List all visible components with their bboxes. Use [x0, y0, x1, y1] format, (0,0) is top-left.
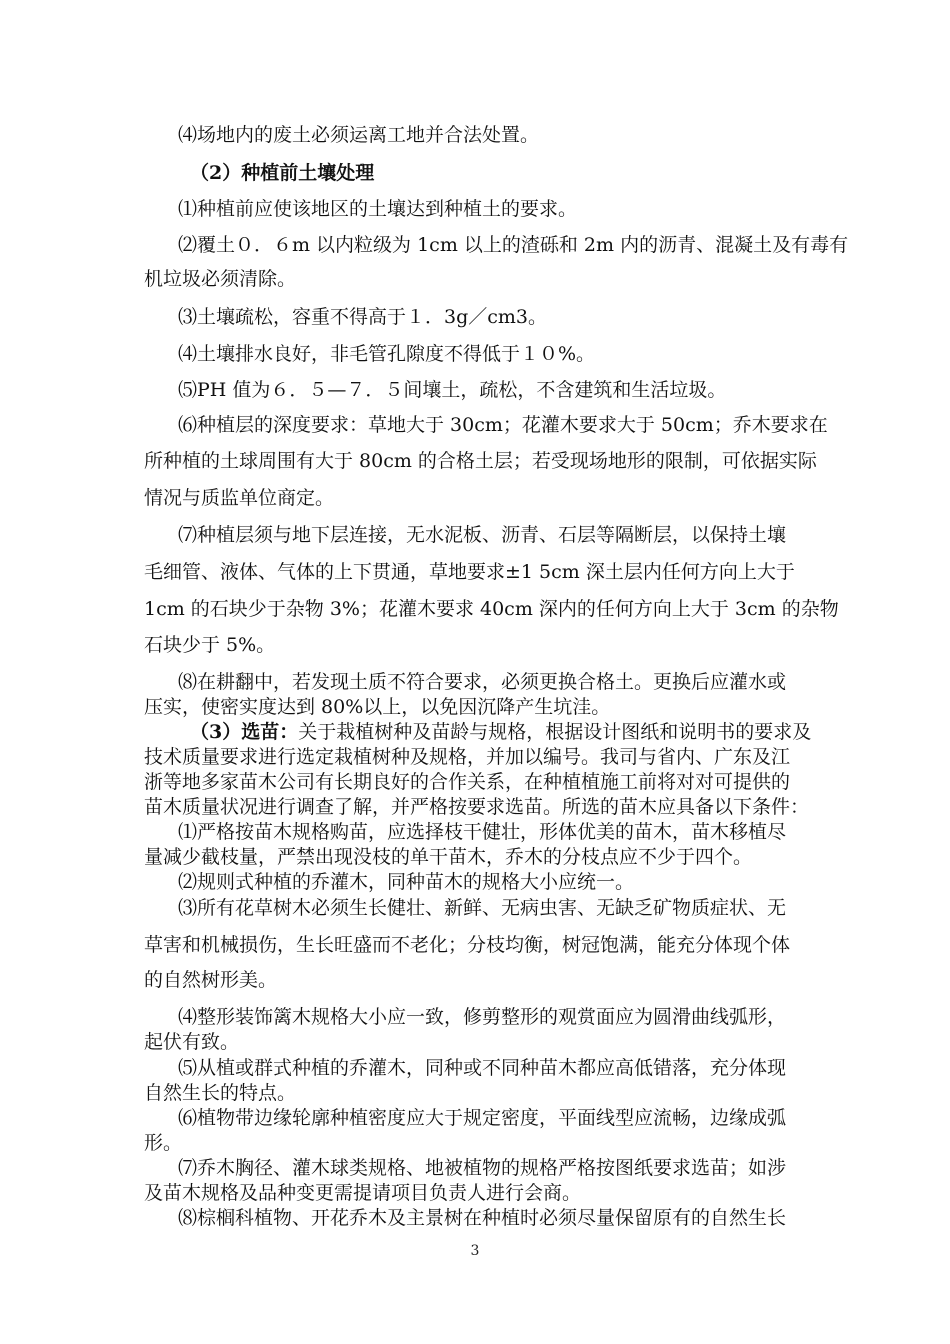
paragraph-line: 苗木质量状况进行调查了解，并严格按要求选苗。所选的苗木应具备以下条件：: [144, 796, 810, 818]
paragraph-line: ⑶所有花草树木必须生长健壮、新鲜、无病虫害、无缺乏矿物质症状、无: [178, 897, 787, 919]
paragraph-line: 情况与质监单位商定。: [144, 487, 335, 509]
paragraph-line: ⑹种植层的深度要求：草地大于 30cm；花灌木要求大于 50cm；乔木要求在: [178, 414, 828, 436]
paragraph-line: ⑴种植前应使该地区的土壤达到种植土的要求。: [178, 198, 578, 220]
paragraph-line: 起伏有致。: [144, 1031, 240, 1053]
paragraph-line: 自然生长的特点。: [144, 1082, 297, 1104]
paragraph-line: ⑴严格按苗木规格购苗，应选择枝干健壮，形体优美的苗木，苗木移植尽: [178, 821, 787, 843]
section-heading: （2）种植前土壤处理: [190, 162, 375, 184]
paragraph-line: ⑵规则式种植的乔灌木，同种苗木的规格大小应统一。: [178, 871, 635, 893]
paragraph-line: ⑻在耕翻中，若发现土质不符合要求，必须更换合格土。更换后应灌水或: [178, 671, 787, 693]
paragraph-line: 浙等地多家苗木公司有长期良好的合作关系，在种植植施工前将对对可提供的: [144, 771, 791, 793]
paragraph-line: 石块少于 5%。: [144, 634, 276, 656]
page-number: 3: [470, 1243, 480, 1259]
paragraph-line: 所种植的土球周围有大于 80cm 的合格土层；若受现场地形的限制，可依据实际: [144, 450, 817, 472]
paragraph-line: ⑶土壤疏松，容重不得高于１．3g／cm3。: [178, 306, 547, 328]
paragraph-line: 的自然树形美。: [144, 969, 278, 991]
section-heading: （3）选苗：: [190, 721, 299, 743]
paragraph-line: 及苗木规格及品种变更需提请项目负责人进行会商。: [144, 1182, 582, 1204]
paragraph-line: ⑹植物带边缘轮廓种植密度应大于规定密度，平面线型应流畅，边缘成弧: [178, 1107, 787, 1129]
paragraph-line: 1cm 的石块少于杂物 3%；花灌木要求 40cm 深内的任何方向上大于 3cm 的杂物: [144, 598, 839, 620]
paragraph-line: ⑸PH 值为６．５—７．５间壤土，疏松，不含建筑和生活垃圾。: [178, 379, 727, 401]
paragraph-line: 机垃圾必须清除。: [144, 268, 297, 290]
paragraph-line: ⑷场地内的废土必须运离工地并合法处置。: [178, 124, 540, 146]
paragraph-line: 压实，使密实度达到 80%以上，以免因沉降产生坑洼。: [144, 696, 611, 718]
paragraph-line: ⑻棕榈科植物、开花乔木及主景树在种植时必须尽量保留原有的自然生长: [178, 1207, 787, 1229]
paragraph-line: 量减少截枝量，严禁出现没枝的单干苗木，乔木的分枝点应不少于四个。: [144, 846, 753, 868]
paragraph-line: [190, 721, 811, 743]
paragraph-text: 关于栽植树种及苗龄与规格，根据设计图纸和说明书的要求及: [298, 721, 812, 743]
paragraph-line: ⑺种植层须与地下层连接，无水泥板、沥青、石层等隔断层，以保持土壤: [178, 524, 787, 546]
paragraph-line: ⑷土壤排水良好，非毛管孔隙度不得低于１０%。: [178, 343, 596, 365]
paragraph-line: 形。: [144, 1132, 183, 1154]
paragraph-line: ⑷整形装饰篱木规格大小应一致，修剪整形的观赏面应为圆滑曲线弧形，: [178, 1006, 787, 1028]
paragraph-line: 毛细管、液体、气体的上下贯通，草地要求±1 5cm 深土层内任何方向上大于: [144, 561, 795, 583]
paragraph-line: 草害和机械损伤，生长旺盛而不老化；分枝均衡，树冠饱满，能充分体现个体: [144, 934, 791, 956]
paragraph-line: 技术质量要求进行选定栽植树种及规格，并加以编号。我司与省内、广东及江: [144, 746, 791, 768]
paragraph-line: ⑸从植或群式种植的乔灌木，同种或不同种苗木都应高低错落，充分体现: [178, 1057, 787, 1079]
paragraph-line: ⑺乔木胸径、灌木球类规格、地被植物的规格严格按图纸要求选苗；如涉: [178, 1157, 787, 1179]
paragraph-line: ⑵覆土０．６m 以内粒级为 1cm 以上的渣砾和 2m 内的沥青、混凝土及有毒有: [178, 234, 849, 256]
